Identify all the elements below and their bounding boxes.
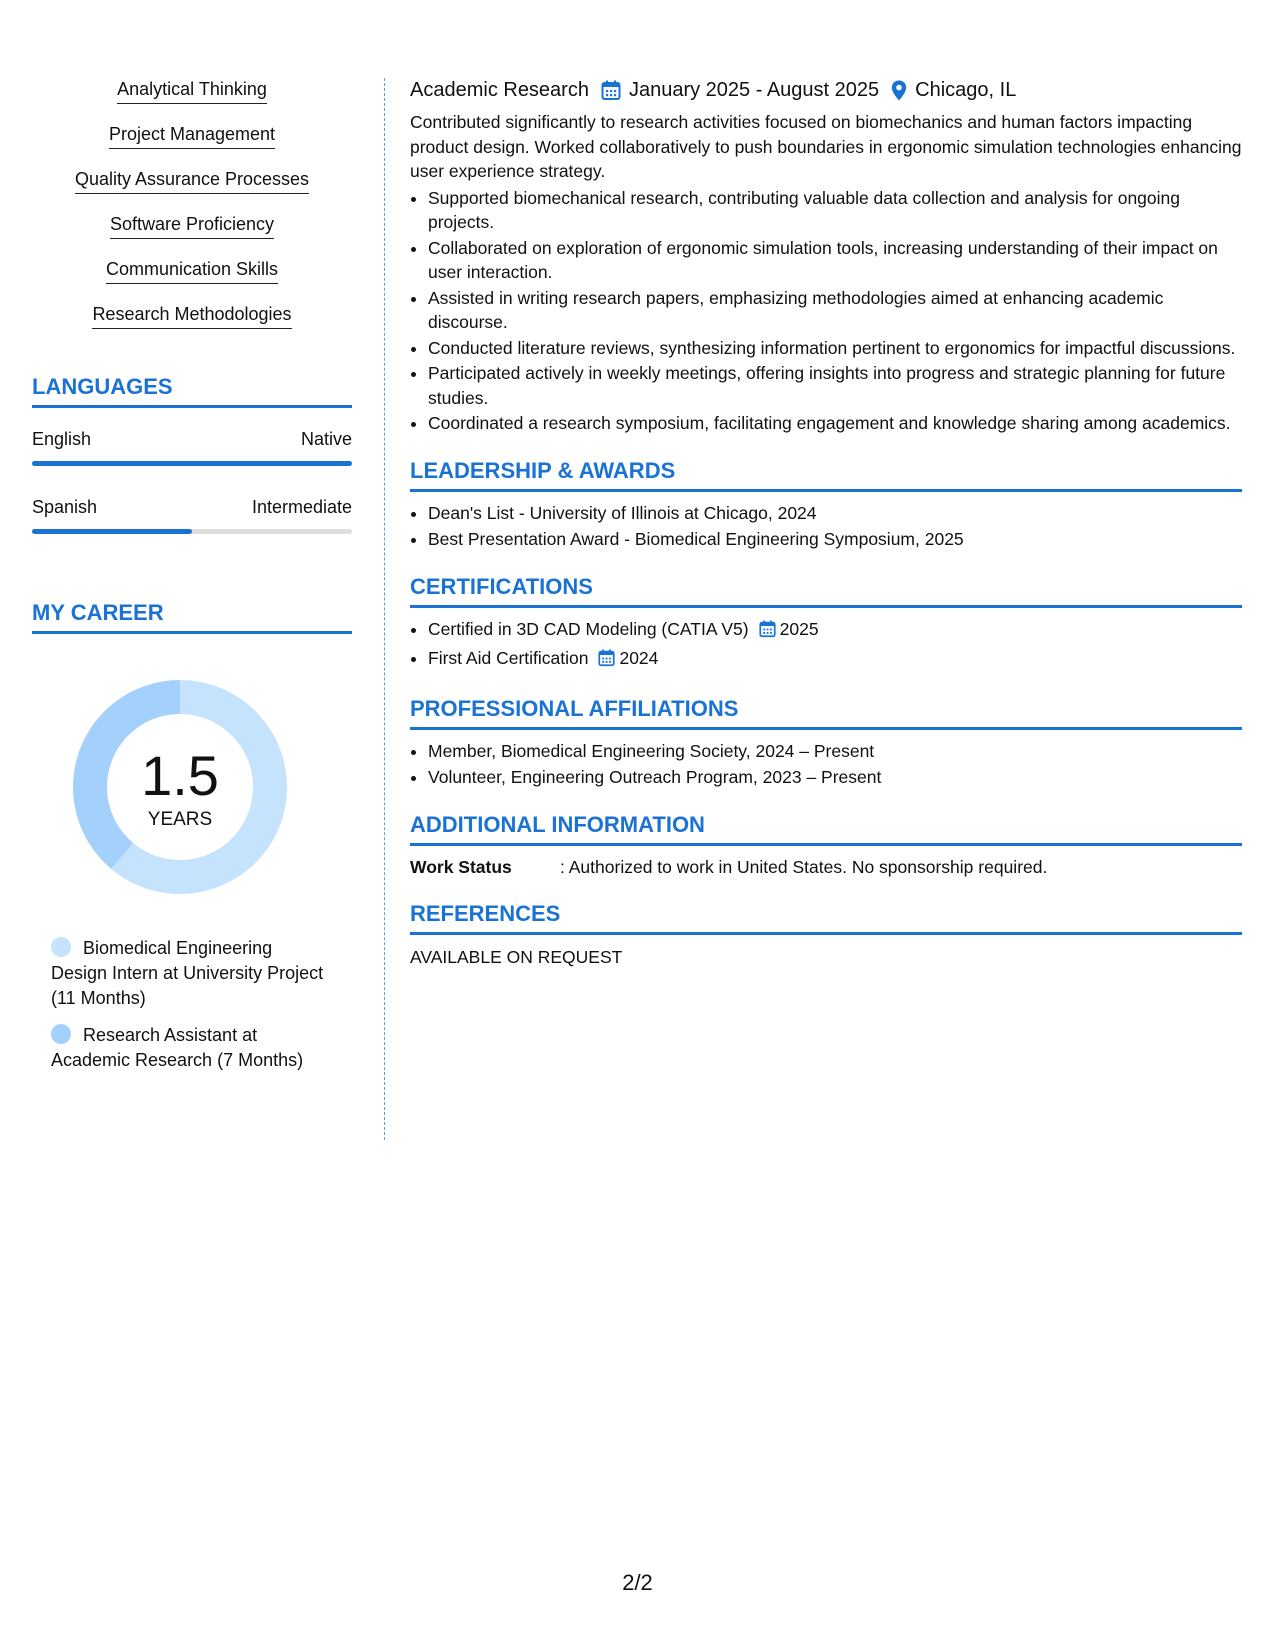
language-level: Intermediate (251, 497, 352, 517)
skill-item: Analytical Thinking (117, 78, 267, 104)
affiliations-title: PROFESSIONAL AFFILIATIONS (410, 696, 1242, 730)
job-summary: Contributed significantly to research activities focused on biomechanics and human factors impacting product design. Worked collaboratively to push boundaries in ergonomic simulation technologies enhancing user experience strategy. (410, 112, 1242, 181)
certification-year: 2025 (779, 618, 819, 639)
job-bullet: • Collaborated on exploration of ergonomic simulation tools, increasing understanding of their impact on user interaction. (428, 236, 1242, 285)
skill-item: Communication Skills (106, 258, 278, 284)
certifications-list (410, 617, 1242, 674)
certifications-title: CERTIFICATIONS (410, 574, 1242, 608)
skill-item: Research Methodologies (92, 303, 291, 329)
job-bullet: • Participated actively in weekly meetings, offering insights into progress and strategic planning for future studies. (428, 361, 1242, 410)
career-unit: YEARS (147, 809, 213, 830)
award-item: • Dean's List - University of Illinois at Chicago, 2024 (428, 501, 1242, 526)
affiliation-item: • Member, Biomedical Engineering Society, 2024 – Present (428, 739, 1242, 764)
column-divider (384, 78, 385, 1140)
affiliations-list (410, 739, 1242, 790)
languages-title: LANGUAGES (32, 374, 352, 408)
job-dates: January 2025 - August 2025 (628, 79, 880, 101)
job-bullet: • Supported biomechanical research, contributing valuable data collection and analysis for ongoing projects. (428, 186, 1242, 235)
language-name: English (32, 429, 92, 449)
affiliation-item: • Volunteer, Engineering Outreach Program, 2023 – Present (428, 765, 1242, 790)
skill-item: Quality Assurance Processes (75, 168, 309, 194)
certification-name: Certified in 3D CAD Modeling (CATIA V5) (428, 618, 749, 639)
legend-item (51, 936, 331, 1011)
legend-swatch (51, 937, 71, 957)
job-bullet: • Conducted literature reviews, synthesizing information pertinent to ergonomics for impactful discussions. (428, 336, 1242, 361)
calendar-icon (598, 649, 615, 674)
sidebar (32, 78, 352, 1085)
career-section (32, 600, 352, 1073)
skills-list (32, 78, 352, 348)
calendar-icon (759, 620, 776, 645)
legend-label: Biomedical Engineering Design Intern at University Project (11 Months) (51, 938, 324, 1008)
work-status-row (410, 855, 1242, 879)
legend-swatch (51, 1024, 71, 1044)
language-item (32, 428, 352, 466)
award-item: • Best Presentation Award - Biomedical Engineering Symposium, 2025 (428, 527, 1242, 552)
work-status-key: Work Status (410, 856, 512, 877)
career-donut-chart (67, 674, 293, 900)
language-level: Native (300, 429, 352, 449)
awards-title: LEADERSHIP & AWARDS (410, 458, 1242, 492)
job-bullets (410, 186, 1242, 436)
additional-info-title: ADDITIONAL INFORMATION (410, 812, 1242, 846)
career-total: 1.5 (141, 744, 219, 807)
languages-section (32, 374, 352, 534)
legend-item (51, 1023, 331, 1073)
legend-label: Research Assistant at Academic Research (7 Months) (51, 1025, 304, 1070)
job-bullet: • Assisted in writing research papers, emphasizing methodologies aimed at enhancing academic discourse. (428, 286, 1242, 335)
awards-list (410, 501, 1242, 552)
skill-item: Software Proficiency (110, 213, 274, 239)
language-bar (32, 461, 352, 466)
job-bullet: • Coordinated a research symposium, facilitating engagement and knowledge sharing among academics. (428, 411, 1242, 436)
certification-item (428, 646, 1242, 674)
certification-year: 2024 (619, 648, 659, 668)
job-location: Chicago, IL (915, 79, 1017, 101)
calendar-icon (601, 80, 621, 101)
career-title: MY CAREER (32, 600, 352, 634)
job-company: Academic Research (410, 79, 589, 101)
language-item (32, 496, 352, 534)
job-header (410, 78, 1242, 102)
language-name: Spanish (32, 497, 98, 517)
skill-item: Project Management (109, 123, 275, 149)
location-pin-icon (891, 80, 907, 101)
language-bar (32, 529, 352, 534)
certification-item (428, 617, 1242, 645)
language-bar-fill (32, 461, 352, 466)
references-title: REFERENCES (410, 901, 1242, 935)
main-column (410, 78, 1242, 969)
language-bar-fill (32, 529, 192, 534)
certification-name: First Aid Certification (428, 648, 589, 668)
work-status-value: : Authorized to work in United States. No sponsorship required. (560, 856, 1048, 877)
career-legend (51, 936, 331, 1073)
references-text: AVAILABLE ON REQUEST (410, 946, 623, 967)
page-number: 2/2 (622, 1570, 653, 1595)
